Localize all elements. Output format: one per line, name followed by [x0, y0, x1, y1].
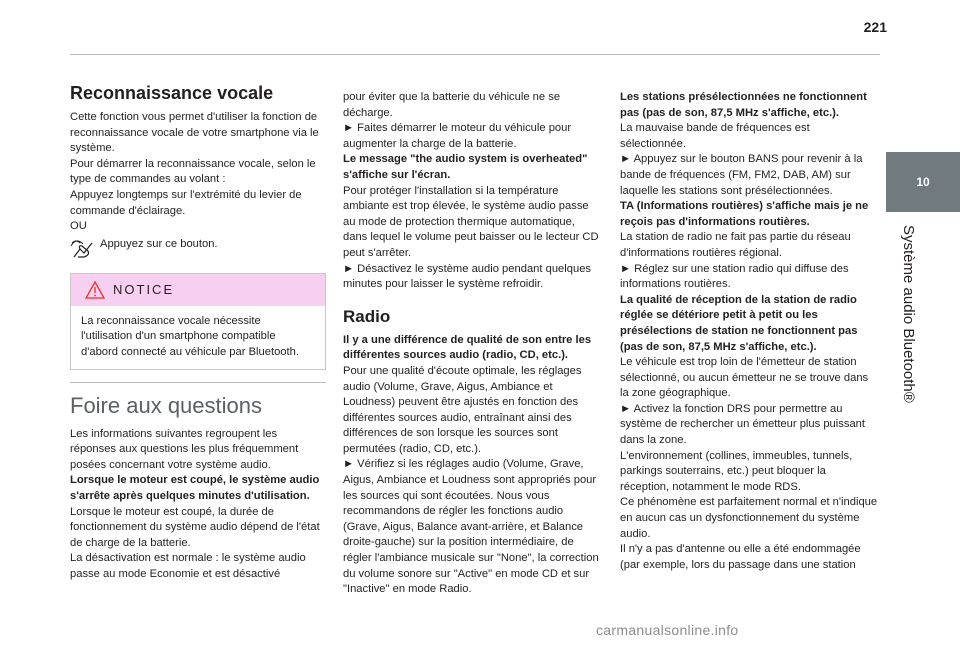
step: ► Réglez sur une station radio qui diffuse des informations routières.: [620, 262, 849, 291]
paragraph: Il n'y a pas d'antenne ou elle a été endommagée (par exemple, lors du passage dans une station: [620, 543, 861, 571]
paragraph: Ce phénomène est parfaitement normal et n'indique en aucun cas un dysfonctionnement du système audio.: [620, 496, 878, 540]
question: [70, 473, 326, 504]
column-3: [620, 90, 878, 573]
watermark: carmanualsonline.info: [596, 622, 739, 638]
section-divider: [70, 382, 326, 383]
paragraph: Le véhicule est trop loin de l'émetteur de station sélectionné, ou aucun émetteur ne se trouve dans la zone géographique.: [620, 356, 869, 400]
warning-triangle-icon: [85, 281, 105, 299]
question: [620, 90, 878, 121]
heading-faq: Foire aux questions: [70, 392, 262, 418]
paragraph: Pour démarrer la reconnaissance vocale, selon le type de commandes au volant :: [70, 157, 316, 186]
paragraph: Appuyez longtemps sur l'extrémité du levier de commande d'éclairage.: [70, 188, 302, 217]
paragraph: La station de radio ne fait pas partie du réseau d'informations routières régional.: [620, 231, 851, 259]
question-text: Le message "the audio system is overheated" s'affiche sur l'écran.: [343, 153, 588, 181]
step: ► Désactivez le système audio pendant quelques minutes pour laisser le système refroidir.: [343, 262, 592, 291]
question-text: Il y a une différence de qualité de son entre les différentes sources audio (radio, CD, etc.).: [343, 333, 592, 362]
touch-hand-icon: [70, 237, 96, 259]
chapter-title-text: Système audio Bluetooth®: [900, 225, 917, 403]
page-number: 221: [863, 19, 887, 35]
column-1: [70, 82, 326, 582]
paragraph: Pour une qualité d'écoute optimale, les réglages audio (Volume, Grave, Aigus, Ambiance et Loudness) peuvent être ajustés en fonction des différentes sources audio, entraînant ainsi des différences de son lorsque les sources sont permutées (radio, CD, etc.).: [343, 364, 582, 455]
paragraph: Cette fonction vous permet d'utiliser la fonction de reconnaissance vocale de votre smartphone via le système.: [70, 111, 319, 155]
chapter-title: [895, 225, 921, 605]
step: ► Faites démarrer le moteur du véhicule pour augmenter la charge de la batterie.: [343, 122, 572, 150]
column-2: [343, 90, 601, 598]
paragraph: La désactivation est normale : le système audio passe au mode Economie et est désactivé: [70, 552, 306, 580]
top-rule: [70, 54, 880, 55]
notice-title: NOTICE: [113, 281, 175, 297]
question-text: Les stations présélectionnées ne fonctionnent pas (pas de son, 87,5 MHz s'affiche, etc.).: [620, 91, 867, 119]
paragraph-or: OU: [70, 220, 87, 233]
question-text: Lorsque le moteur est coupé, le système audio s'arrête après quelques minutes d'utilisation.: [70, 474, 320, 502]
chapter-tab: 10: [886, 152, 960, 212]
question: [343, 152, 601, 183]
paragraph: Lorsque le moteur est coupé, la durée de fonctionnement du système audio dépend de l'état de charge de la batterie.: [70, 505, 320, 549]
step: ► Appuyez sur le bouton BANS pour revenir à la bande de fréquences (FM, FM2, DAB, AM) sur laquelle les stations sont présélectionnées.: [620, 153, 863, 197]
question-text: TA (Informations routières) s'affiche mais je ne reçois pas d'informations routières.: [620, 200, 869, 228]
paragraph: pour éviter que la batterie du véhicule ne se décharge.: [343, 91, 561, 119]
paragraph: L'environnement (collines, immeubles, tunnels, parkings souterrains, etc.) peut bloquer la réception, notamment le mode RDS.: [620, 449, 853, 493]
press-button-row: [70, 237, 326, 259]
paragraph: Les informations suivantes regroupent les réponses aux questions les plus fréquemment posées concernant votre système audio.: [70, 427, 299, 471]
question-text: La qualité de réception de la station de radio réglée se détériore petit à petit ou les présélections de station ne fonctionnent pas (pas de son, 87,5 MHz s'affiche, etc.).: [620, 293, 858, 353]
paragraph: Pour protéger l'installation si la température ambiante est trop élevée, le système audio passe au mode de protection thermique automatique, dans lequel le volume peut baisser ou le lecteur CD peut s'arrêter.: [343, 184, 599, 259]
notice-box: [70, 273, 326, 370]
notice-header: [71, 274, 325, 306]
notice-body: La reconnaissance vocale nécessite l'utilisation d'un smartphone compatible d'abord connecté au véhicule par Bluetooth.: [81, 314, 299, 358]
question: [620, 293, 878, 355]
paragraph: Appuyez sur ce bouton.: [100, 237, 218, 250]
question: [343, 333, 601, 364]
step: ► Vérifiez si les réglages audio (Volume, Grave, Aigus, Ambiance et Loudness sont appropriés pour les sources qui sont écoutées. Nous vous recommandons de régler les fonctions audio (Grave, Aigus, Balance avant-arrière, et Balance droite-gauche) sur la position intermédiaire, de régler l'ambiance musicale sur "None", la correction du volume sonore sur "Active" en mode CD et sur "Inactive" en mode Radio.: [343, 458, 599, 596]
heading-radio: Radio: [343, 306, 391, 326]
question: [620, 199, 878, 230]
heading-voice-recognition: Reconnaissance vocale: [70, 83, 274, 103]
step: ► Activez la fonction DRS pour permettre au système de rechercher un émetteur plus puissant dans la zone.: [620, 402, 866, 447]
paragraph: La mauvaise bande de fréquences est sélectionnée.: [620, 122, 810, 150]
